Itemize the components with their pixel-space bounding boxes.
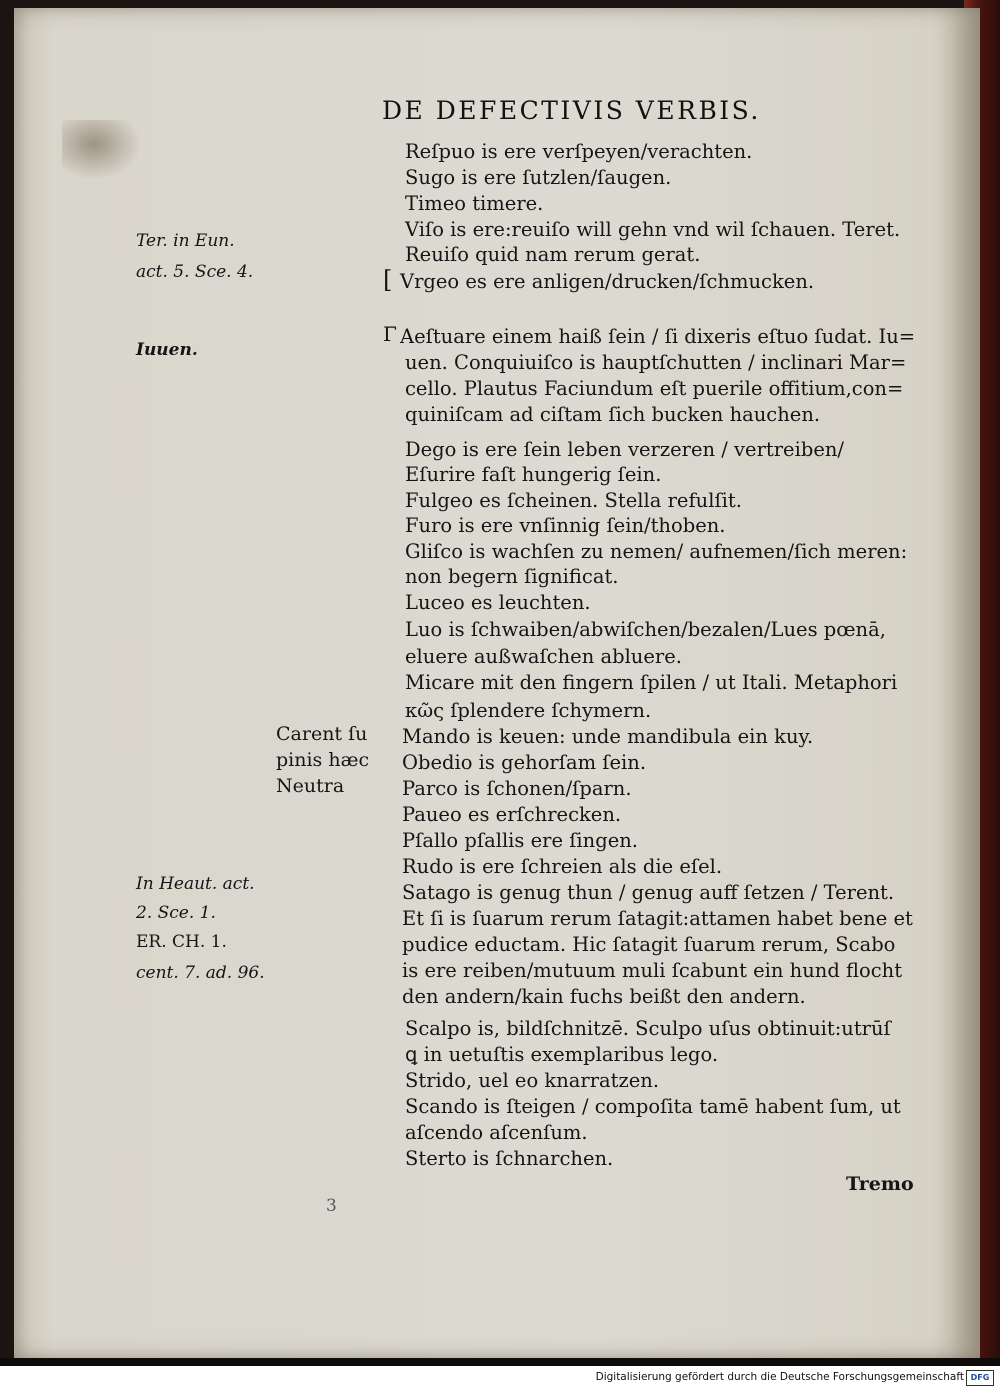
footer-credit: Digitalisierung gefördert durch die Deutsche Forschungsgemeinschaft [595, 1371, 964, 1383]
category-note-line: Neutra [276, 775, 345, 797]
signature-mark: 3 [326, 1196, 337, 1216]
page-stain [62, 120, 142, 180]
text-line: Rudo is ere ſchreien als die eſel. [402, 855, 723, 878]
text-line: is ere reiben/mutuum muli ſcabunt ein hund flocht [402, 959, 903, 982]
text-line: Reuiſo quid nam rerum gerat. [405, 243, 701, 266]
text-line: Luceo es leuchten. [405, 591, 591, 614]
bracket-mark: Γ [383, 322, 397, 346]
margin-note: cent. 7. ad. 96. [136, 963, 265, 983]
text-line: ꝗ in uetuſtis exemplaribus lego. [405, 1043, 719, 1066]
text-line: den andern/kain fuchs beißt den andern. [402, 985, 806, 1008]
text-line: eluere außwaſchen abluere. [405, 645, 682, 668]
footer-bar [0, 1366, 1000, 1389]
text-line: non begern ſignificat. [405, 565, 619, 588]
text-line: cello. Plautus Faciundum eſt puerile offitium,con= [405, 377, 904, 400]
text-line: Micare mit den fingern ſpilen / ut Itali. Metaphori [405, 671, 898, 694]
text-line: Scalpo is, bildſchnitzē. Sculpo uſus obtinuit:utrūſ [405, 1017, 891, 1040]
text-line: Timeo timere. [405, 192, 544, 215]
margin-note: Ter. in Eun. [136, 231, 235, 251]
dfg-logo-icon: DFG [966, 1370, 994, 1386]
text-line: Satago is genug thun / genug auff ſetzen / Terent. [402, 881, 895, 904]
text-line: Viſo is ere:reuiſo will gehn vnd wil ſchauen. Teret. [405, 218, 901, 241]
text-line: Sterto is ſchnarchen. [405, 1147, 614, 1170]
text-line: Parco is ſchonen/ſparn. [402, 777, 632, 800]
text-line: Sugo is ere ſutzlen/ſaugen. [405, 166, 672, 189]
text-line: quiniſcam ad ciſtam ſich bucken hauchen. [405, 403, 821, 426]
text-line: Luo is ſchwaiben/abwiſchen/bezalen/Lues pœnā, [405, 618, 886, 641]
text-line: Pſallo pſallis ere ſingen. [402, 829, 639, 852]
text-line: κῶς ſplendere ſchymern. [405, 699, 652, 722]
text-line: Scando is ſteigen / compoſita tamē habent ſum, ut [405, 1095, 901, 1118]
margin-note: 2. Sce. 1. [136, 903, 216, 923]
text-line: aſcendo aſcenſum. [405, 1121, 588, 1144]
category-note-line: Carent ſu [276, 723, 368, 745]
margin-note: In Heaut. act. [136, 874, 255, 894]
text-line: Et ſi is ſuarum rerum ſatagit:attamen habet bene et [402, 907, 913, 930]
margin-note: ER. CH. 1. [136, 932, 227, 952]
text-line: Gliſco is wachſen zu nemen/ aufnemen/ſich meren: [405, 540, 908, 563]
text-line: Aeſtuare einem haiß ſein / ſi dixeris eſtuo ſudat. Iu= [400, 325, 916, 348]
text-line: uen. Conquiuiſco is hauptſchutten / inclinari Mar= [405, 351, 907, 374]
margin-note: Iuuen. [136, 340, 198, 360]
text-line: Obedio is gehorſam ſein. [402, 751, 647, 774]
margin-note: act. 5. Sce. 4. [136, 262, 254, 282]
text-line: Vrgeo es ere anligen/drucken/ſchmucken. [400, 270, 815, 293]
category-note-line: pinis hæc [276, 749, 370, 771]
text-line: pudice eductam. Hic ſatagit ſuarum rerum, Scabo [402, 933, 896, 956]
text-line: Fulgeo es ſcheinen. Stella refulſit. [405, 489, 742, 512]
bracket-mark: [ [383, 266, 393, 294]
catchword: Tremo [846, 1173, 914, 1195]
text-line: Mando is keuen: unde mandibula ein kuy. [402, 725, 814, 748]
page-heading: DE DEFECTIVIS VERBIS. [382, 96, 761, 125]
text-line: Reſpuo is ere verſpeyen/verachten. [405, 140, 753, 163]
scan-border [0, 1358, 1000, 1366]
text-line: Dego is ere ſein leben verzeren / vertreiben/ [405, 438, 844, 461]
text-line: Furo is ere vnſinnig ſein/thoben. [405, 514, 726, 537]
text-line: Paueo es erſchrecken. [402, 803, 622, 826]
text-line: Eſurire faſt hungerig ſein. [405, 463, 662, 486]
text-line: Strido, uel eo knarratzen. [405, 1069, 660, 1092]
